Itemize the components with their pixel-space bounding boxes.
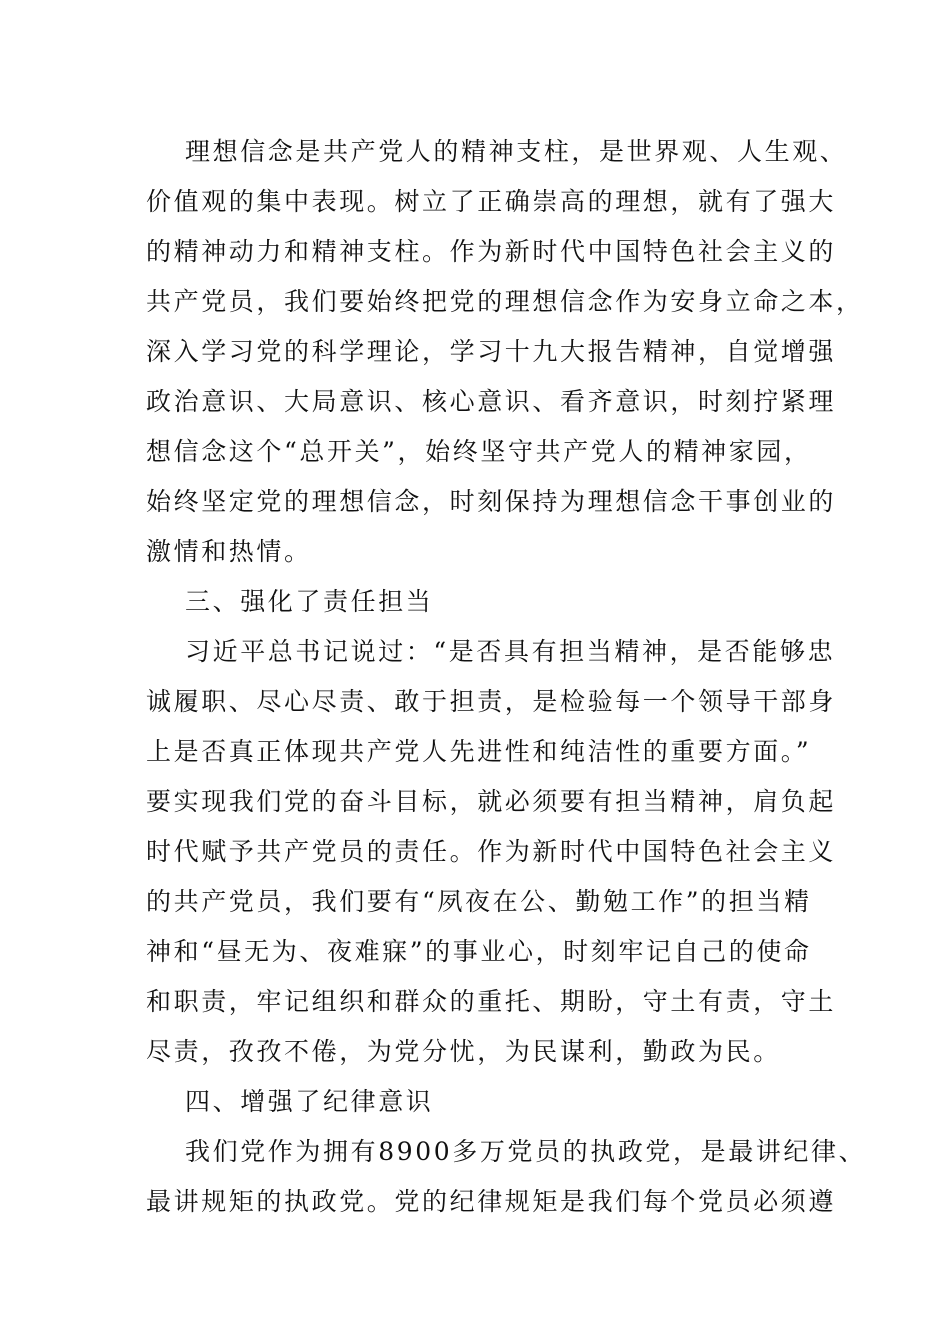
paragraph-line: 最讲规矩的执政党。党的纪律规矩是我们每个党员必须遵 (146, 1187, 837, 1216)
paragraph-line: 要实现我们党的奋斗目标，就必须要有担当精神，肩负起 (146, 787, 837, 816)
paragraph-line: 时代赋予共产党员的责任。作为新时代中国特色社会主义 (146, 837, 837, 866)
paragraph-line: 我们党作为拥有8900多万党员的执政党，是最讲纪律、 (185, 1137, 867, 1166)
paragraph-line: 和职责，牢记组织和群众的重托、期盼，守土有责，守土 (146, 987, 837, 1016)
paragraph-line: 的精神动力和精神支柱。作为新时代中国特色社会主义的 (146, 237, 837, 266)
paragraph-line: 神和“昼无为、夜难寐”的事业心，时刻牢记自己的使命 (146, 937, 812, 966)
paragraph-line: 理想信念是共产党人的精神支柱，是世界观、人生观、 (185, 137, 848, 166)
paragraph-line: 诚履职、尽心尽责、敢于担责，是检验每一个领导干部身 (146, 687, 837, 716)
paragraph-line: 想信念这个“总开关”，始终坚守共产党人的精神家园， (146, 437, 812, 466)
paragraph-line: 政治意识、大局意识、核心意识、看齐意识，时刻拧紧理 (146, 387, 837, 416)
paragraph-line: 共产党员，我们要始终把党的理想信念作为安身立命之本， (146, 287, 864, 316)
section-heading: 三、强化了责任担当 (185, 587, 434, 616)
section-heading: 四、增强了纪律意识 (185, 1087, 434, 1116)
paragraph-line: 尽责，孜孜不倦，为党分忧，为民谋利，勤政为民。 (146, 1037, 781, 1066)
paragraph-line: 深入学习党的科学理论，学习十九大报告精神，自觉增强 (146, 337, 837, 366)
paragraph-line: 上是否真正体现共产党人先进性和纯洁性的重要方面。” (146, 737, 812, 766)
paragraph-line: 激情和热情。 (146, 537, 312, 566)
paragraph-line: 习近平总书记说过：“是否具有担当精神，是否能够忠 (185, 637, 836, 666)
paragraph-line: 价值观的集中表现。树立了正确崇高的理想，就有了强大 (146, 187, 837, 216)
paragraph-line: 的共产党员，我们要有“夙夜在公、勤勉工作”的担当精 (146, 887, 812, 916)
paragraph-line: 始终坚定党的理想信念，时刻保持为理想信念干事创业的 (146, 487, 837, 516)
